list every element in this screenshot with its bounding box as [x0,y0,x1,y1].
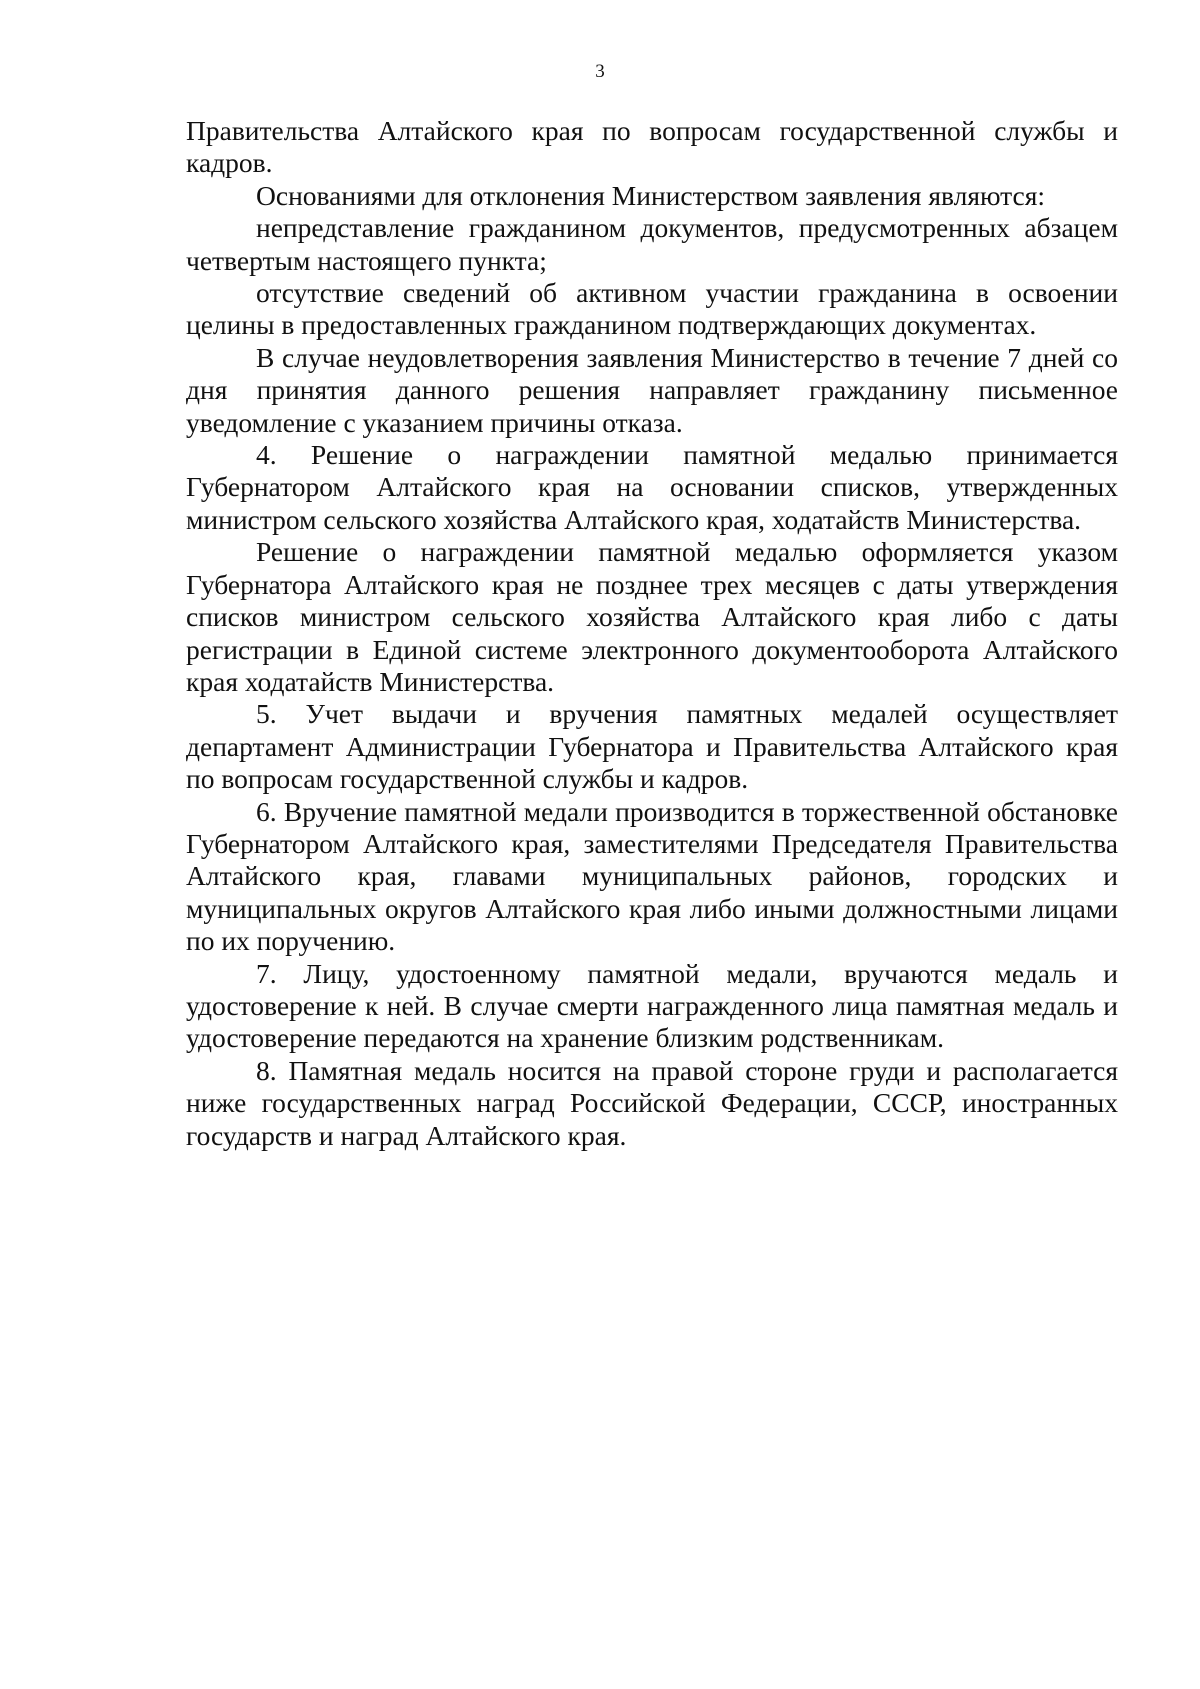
paragraph-item-5: 5. Учет выдачи и вручения памятных медалей осуществляет департамент Администрации Губернатора и Правительства Алтайского края по вопросам государственной службы и кадров. [186,698,1118,795]
paragraph-item-8: 8. Памятная медаль носится на правой стороне груди и располагается ниже государственных наград Российской Федерации, СССР, иностранных государств и наград Алтайского края. [186,1054,1118,1151]
paragraph-ground-participation: отсутствие сведений об активном участии гражданина в освоении целины в предоставленных гражданином подтверждающих документах. [186,277,1118,341]
document-body [186,115,1118,1152]
paragraph-refusal-notice: В случае неудовлетворения заявления Министерство в течение 7 дней со дня принятия данного решения направляет гражданину письменное уведомление с указанием причины отказа. [186,341,1118,438]
paragraph-item-6: 6. Вручение памятной медали производится в торжественной обстановке Губернатором Алтайского края, заместителями Председателя Правительства Алтайского края, главами муниципальных районов, городских и муниципальных округов Алтайского края либо иными должностными лицами по их поручению. [186,795,1118,957]
paragraph-decree: Решение о награждении памятной медалью оформляется указом Губернатора Алтайского края не позднее трех месяцев с даты утверждения списков министром сельского хозяйства Алтайского края либо с даты регистрации в Единой системе электронного документооборота Алтайского края ходатайств Министерства. [186,536,1118,697]
paragraph-item-7: 7. Лицу, удостоенному памятной медали, вручаются медаль и удостоверение к ней. В случае смерти награжденного лица памятная медаль и удостоверение передаются на хранение близким родственникам. [186,957,1118,1054]
paragraph-ground-documents: непредставление гражданином документов, предусмотренных абзацем четвертым настоящего пункта; [186,212,1118,276]
paragraph-item-4: 4. Решение о награждении памятной медалью принимается Губернатором Алтайского края на основании списков, утвержденных министром сельского хозяйства Алтайского края, ходатайств Министерства. [186,439,1118,535]
paragraph-rejection-grounds: Основаниями для отклонения Министерством заявления являются: [256,179,1046,211]
page-number: 3 [595,61,605,82]
paragraph-continuation: Правительства Алтайского края по вопросам государственной службы и кадров. [186,115,1118,179]
